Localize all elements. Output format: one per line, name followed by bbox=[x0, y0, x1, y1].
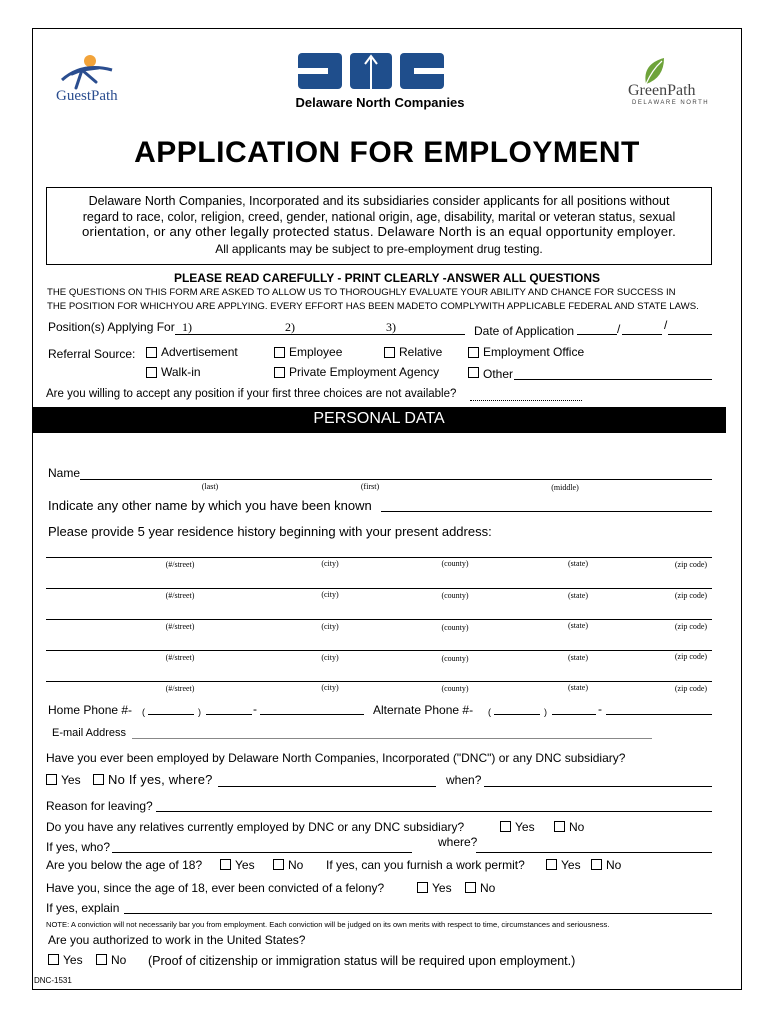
age-question: Are you below the age of 18? bbox=[46, 858, 203, 872]
relatives-who-label: If yes, who? bbox=[46, 840, 111, 854]
instructions-line-1: THE QUESTIONS ON THIS FORM ARE ASKED TO ALLOW US TO THOROUGHLY EVALUATE YOUR ABILITY AND CHANCE FOR SUCCESS IN bbox=[47, 287, 676, 298]
employed-where-field[interactable] bbox=[218, 786, 436, 787]
felony-yes-checkbox[interactable] bbox=[417, 882, 428, 893]
home-line-field[interactable] bbox=[260, 714, 364, 715]
permit-no-checkbox[interactable] bbox=[591, 859, 602, 870]
date-slash-2: / bbox=[664, 318, 668, 332]
authorized-question: Are you authorized to work in the United States? bbox=[48, 933, 306, 947]
home-phone-paren-close: ) bbox=[198, 707, 201, 717]
relatives-who-field[interactable] bbox=[112, 852, 412, 853]
permit-yes-checkbox[interactable] bbox=[546, 859, 557, 870]
private-agency-checkbox[interactable] bbox=[274, 367, 285, 378]
relatives-no-checkbox[interactable] bbox=[554, 821, 565, 832]
alt-area-code-field[interactable] bbox=[494, 714, 540, 715]
address-row-1-state: (state) bbox=[568, 559, 588, 568]
position-label: Position(s) Applying For bbox=[48, 320, 175, 334]
address-row-4-city: (city) bbox=[321, 653, 339, 662]
work-permit-question: If yes, can you furnish a work permit? bbox=[326, 858, 525, 872]
home-phone-dash: - bbox=[253, 702, 257, 716]
address-row-2-zip: (zip code) bbox=[674, 591, 708, 600]
address-row-5-field[interactable] bbox=[46, 681, 712, 682]
address-row-1-field[interactable] bbox=[46, 557, 712, 558]
age-yes-checkbox[interactable] bbox=[220, 859, 231, 870]
authorized-proof-note: (Proof of citizenship or immigration status will be required upon employment.) bbox=[148, 954, 576, 968]
address-row-4-field[interactable] bbox=[46, 650, 712, 651]
eeo-line-2: regard to race, color, religion, creed, gender, national origin, age, disability, marital or veteran status, sexual bbox=[82, 210, 676, 224]
email-field[interactable] bbox=[132, 738, 652, 739]
instructions-line-2: THE POSITION FOR WHICHYOU ARE APPLYING. EVERY EFFORT HAS BEEN MADETO COMPLYWITH APPLICABLE FEDERAL AND STATE LAWS. bbox=[47, 301, 699, 312]
address-row-4-state: (state) bbox=[568, 653, 588, 662]
address-row-2-state: (state) bbox=[568, 591, 588, 600]
authorized-yes-checkbox[interactable] bbox=[48, 954, 59, 965]
walkin-checkbox[interactable] bbox=[146, 367, 157, 378]
address-row-2-county: (county) bbox=[441, 591, 469, 600]
felony-yes-label: Yes bbox=[432, 881, 452, 895]
address-row-3-county: (county) bbox=[441, 623, 469, 632]
address-row-1-street: (#/street) bbox=[165, 560, 195, 569]
eeo-line-1: Delaware North Companies, Incorporated and its subsidiaries consider applicants for all positions without bbox=[88, 194, 670, 208]
alt-phone-label: Alternate Phone #- bbox=[373, 703, 474, 717]
relatives-where-field[interactable] bbox=[476, 852, 712, 853]
accept-field[interactable] bbox=[470, 400, 582, 401]
alt-line-field[interactable] bbox=[606, 714, 712, 715]
address-row-1-zip: (zip code) bbox=[674, 560, 708, 569]
age-yes-label: Yes bbox=[235, 858, 255, 872]
felony-explain-label: If yes, explain bbox=[46, 901, 120, 915]
position-3-number: 3) bbox=[386, 320, 396, 334]
address-row-5-state: (state) bbox=[568, 683, 588, 692]
felony-no-label: No bbox=[480, 881, 496, 895]
guestpath-logo bbox=[52, 52, 132, 112]
residence-label: Please provide 5 year residence history beginning with your present address: bbox=[48, 524, 492, 539]
address-row-3-street: (#/street) bbox=[165, 622, 195, 631]
form-code: DNC-1531 bbox=[34, 976, 72, 985]
date-label: Date of Application bbox=[474, 324, 575, 338]
email-label: E-mail Address bbox=[52, 727, 126, 739]
felony-explain-field[interactable] bbox=[124, 913, 712, 914]
eeo-line-4: All applicants may be subject to pre-employment drug testing. bbox=[215, 242, 543, 256]
address-row-5-zip: (zip code) bbox=[674, 684, 708, 693]
employed-before-question: Have you ever been employed by Delaware North Companies, Incorporated ("DNC") or any DNC subsidiary? bbox=[46, 751, 626, 765]
address-row-3-state: (state) bbox=[568, 621, 588, 630]
alt-phone-paren-close: ) bbox=[544, 707, 547, 717]
page-title: APPLICATION FOR EMPLOYMENT bbox=[134, 136, 640, 169]
relatives-where-label: where? bbox=[438, 835, 478, 849]
employed-before-yes-checkbox[interactable] bbox=[46, 774, 57, 785]
permit-yes-label: Yes bbox=[561, 858, 581, 872]
other-field[interactable] bbox=[514, 379, 712, 380]
alt-phone-paren-open: ( bbox=[488, 707, 491, 717]
employed-when-field[interactable] bbox=[484, 786, 712, 787]
felony-no-checkbox[interactable] bbox=[465, 882, 476, 893]
age-no-checkbox[interactable] bbox=[273, 859, 284, 870]
personal-data-heading: PERSONAL DATA bbox=[313, 410, 445, 427]
instructions-heading: PLEASE READ CAREFULLY - PRINT CLEARLY -ANSWER ALL QUESTIONS bbox=[173, 271, 601, 285]
accept-question: Are you willing to accept any position if your first three choices are not available? bbox=[46, 388, 457, 400]
date-day-field[interactable] bbox=[622, 334, 662, 335]
eeo-line-3: orientation, or any other legally protected status. Delaware North is an equal opportunity employer. bbox=[82, 224, 676, 239]
date-slash-1: / bbox=[617, 322, 621, 336]
employed-when-label: when? bbox=[446, 773, 482, 787]
address-row-2-street: (#/street) bbox=[165, 591, 195, 600]
relatives-yes-label: Yes bbox=[515, 820, 535, 834]
name-first-caption: (first) bbox=[360, 482, 380, 491]
greenpath-wordmark: GreenPath bbox=[628, 82, 696, 99]
home-phone-label: Home Phone #- bbox=[48, 703, 133, 717]
relatives-question: Do you have any relatives currently employed by DNC or any DNC subsidiary? bbox=[46, 820, 465, 834]
address-row-3-field[interactable] bbox=[46, 619, 712, 620]
address-row-3-city: (city) bbox=[321, 622, 339, 631]
date-year-field[interactable] bbox=[668, 334, 712, 335]
authorized-yes-label: Yes bbox=[63, 953, 83, 967]
walkin-label: Walk-in bbox=[161, 365, 201, 379]
date-month-field[interactable] bbox=[577, 334, 617, 335]
address-row-2-city: (city) bbox=[321, 590, 339, 599]
address-row-5-county: (county) bbox=[441, 684, 469, 693]
employment-office-label: Employment Office bbox=[483, 345, 585, 359]
alt-phone-dash: - bbox=[598, 702, 602, 716]
permit-no-label: No bbox=[606, 858, 622, 872]
relative-label: Relative bbox=[399, 345, 443, 359]
name-field[interactable] bbox=[80, 479, 712, 480]
greenpath-subtitle: DELAWARE NORTH bbox=[632, 100, 710, 106]
relatives-yes-checkbox[interactable] bbox=[500, 821, 511, 832]
other-name-label: Indicate any other name by which you have been known bbox=[48, 498, 372, 513]
address-row-5-city: (city) bbox=[321, 683, 339, 692]
home-prefix-field[interactable] bbox=[206, 714, 252, 715]
address-row-2-field[interactable] bbox=[46, 588, 712, 589]
referral-label: Referral Source: bbox=[48, 347, 136, 361]
address-row-5-street: (#/street) bbox=[165, 684, 195, 693]
address-row-4-zip: (zip code) bbox=[674, 652, 708, 661]
employee-checkbox[interactable] bbox=[274, 347, 285, 358]
private-agency-label: Private Employment Agency bbox=[289, 365, 440, 379]
alt-prefix-field[interactable] bbox=[552, 714, 596, 715]
relatives-no-label: No bbox=[569, 820, 585, 834]
employed-before-no-label: No If yes, where? bbox=[108, 772, 213, 787]
home-area-code-field[interactable] bbox=[148, 714, 194, 715]
advertisement-label: Advertisement bbox=[161, 345, 238, 359]
guestpath-wordmark: GuestPath bbox=[56, 88, 118, 104]
address-row-4-county: (county) bbox=[441, 654, 469, 663]
dnc-logo bbox=[280, 50, 480, 114]
employed-before-no-checkbox[interactable] bbox=[93, 774, 104, 785]
other-name-field[interactable] bbox=[381, 511, 712, 512]
other-label: Other bbox=[483, 367, 514, 381]
age-no-label: No bbox=[288, 858, 304, 872]
authorized-no-checkbox[interactable] bbox=[96, 954, 107, 965]
reason-leaving-field[interactable] bbox=[156, 811, 712, 812]
employment-office-checkbox[interactable] bbox=[468, 347, 479, 358]
dnc-mark-icon bbox=[298, 50, 444, 92]
authorized-no-label: No bbox=[111, 953, 127, 967]
advertisement-checkbox[interactable] bbox=[146, 347, 157, 358]
position-1-field[interactable] bbox=[175, 334, 465, 335]
employed-before-yes-label: Yes bbox=[61, 773, 81, 787]
employee-label: Employee bbox=[289, 345, 343, 359]
address-row-4-street: (#/street) bbox=[165, 653, 195, 662]
home-phone-paren-open: ( bbox=[142, 707, 145, 717]
felony-question: Have you, since the age of 18, ever been convicted of a felony? bbox=[46, 881, 385, 895]
address-row-1-city: (city) bbox=[321, 559, 339, 568]
reason-leaving-label: Reason for leaving? bbox=[46, 799, 153, 813]
relative-checkbox[interactable] bbox=[384, 347, 395, 358]
position-1-number: 1) bbox=[182, 320, 192, 334]
felony-note: NOTE: A conviction will not necessarily bar you from employment. Each conviction will be judged on its own merits with respect to time, circumstances and seriousness. bbox=[46, 920, 610, 929]
position-2-number: 2) bbox=[285, 320, 295, 334]
name-middle-caption: (middle) bbox=[551, 483, 579, 492]
greenpath-logo bbox=[624, 56, 724, 110]
other-checkbox[interactable] bbox=[468, 367, 479, 378]
dnc-company-name: Delaware North Companies bbox=[295, 95, 465, 110]
name-label: Name bbox=[48, 466, 81, 480]
address-row-3-zip: (zip code) bbox=[674, 622, 708, 631]
name-last-caption: (last) bbox=[201, 482, 219, 491]
address-row-1-county: (county) bbox=[441, 559, 469, 568]
